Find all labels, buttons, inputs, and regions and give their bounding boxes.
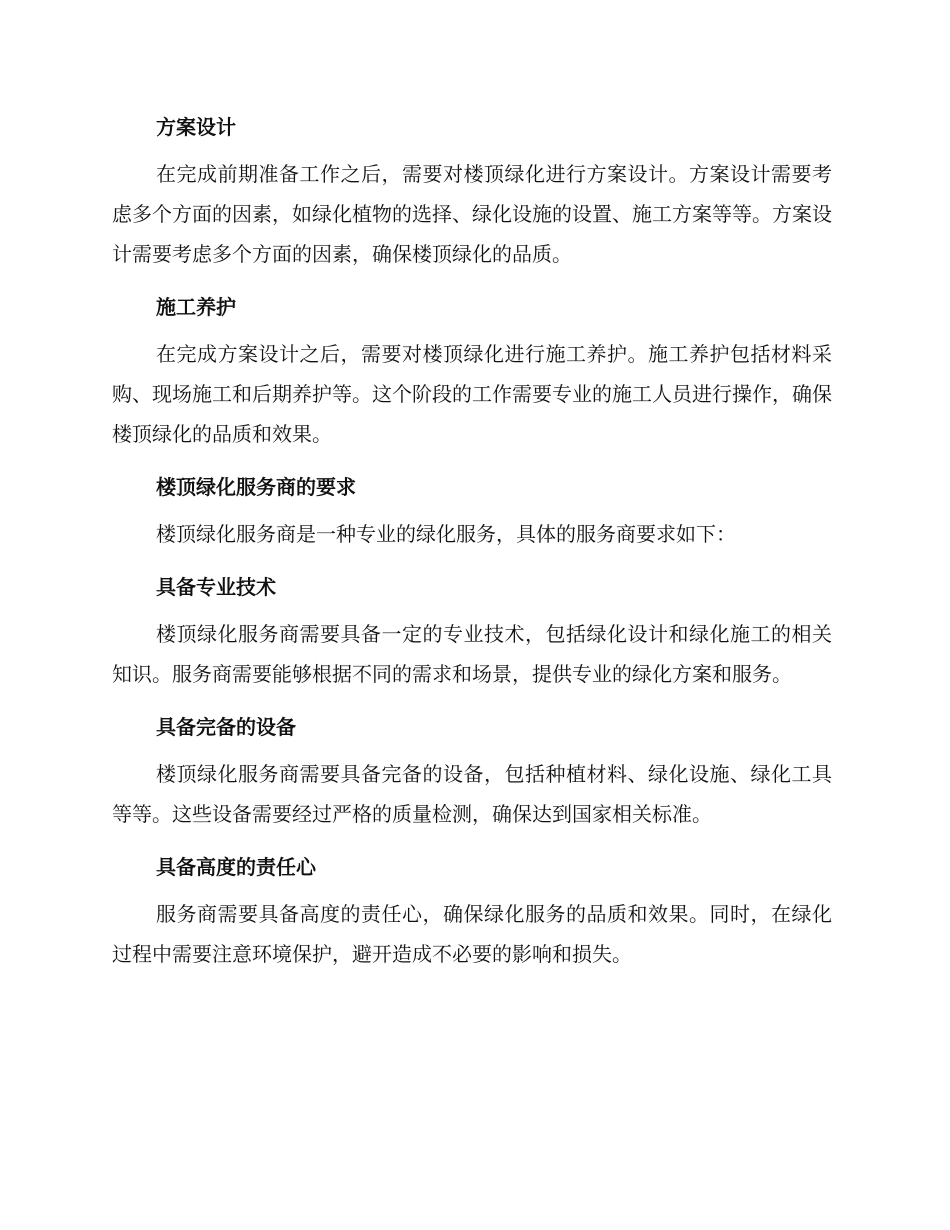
section-heading-responsibility: 具备高度的责任心 [156, 855, 316, 879]
section-body-provider-requirements: 楼顶绿化服务商是一种专业的绿化服务，具体的服务商要求如下： [156, 522, 736, 546]
section-heading-construction-maintenance: 施工养护 [156, 295, 236, 319]
section-body-plan-design: 在完成前期准备工作之后，需要对楼顶绿化进行方案设计。方案设计需要考虑多个方面的因素，如绿化植物的选择、绿化设施的设置、施工方案等等。方案设计需要考虑多个方面的因素，确保楼顶绿化的品质。 [112, 162, 832, 266]
section-body-complete-equipment: 楼顶绿化服务商需要具备完备的设备，包括种植材料、绿化设施、绿化工具等等。这些设备需要经过严格的质量检测，确保达到国家相关标准。 [112, 762, 832, 826]
section-heading-professional-skills: 具备专业技术 [156, 575, 276, 599]
section-body-construction-maintenance: 在完成方案设计之后，需要对楼顶绿化进行施工养护。施工养护包括材料采购、现场施工和后期养护等。这个阶段的工作需要专业的施工人员进行操作，确保楼顶绿化的品质和效果。 [112, 342, 832, 446]
document-content [112, 104, 832, 984]
section-body-professional-skills: 楼顶绿化服务商需要具备一定的专业技术，包括绿化设计和绿化施工的相关知识。服务商需要能够根据不同的需求和场景，提供专业的绿化方案和服务。 [112, 622, 832, 686]
section-body-responsibility: 服务商需要具备高度的责任心，确保绿化服务的品质和效果。同时，在绿化过程中需要注意环境保护，避开造成不必要的影响和损失。 [112, 902, 832, 966]
section-heading-complete-equipment: 具备完备的设备 [156, 715, 296, 739]
section-heading-plan-design: 方案设计 [156, 115, 236, 139]
section-heading-provider-requirements: 楼顶绿化服务商的要求 [156, 475, 356, 499]
